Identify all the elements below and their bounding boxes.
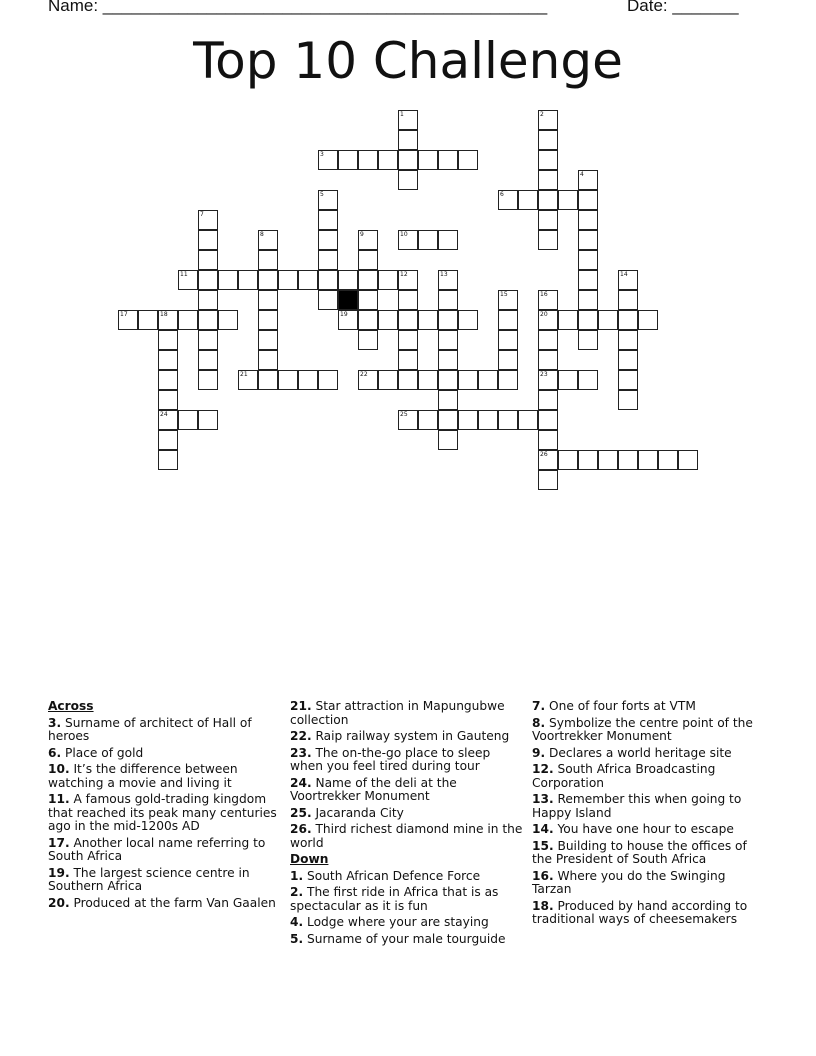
- crossword-cell[interactable]: [318, 250, 338, 270]
- clue-item: [290, 933, 526, 947]
- crossword-cell[interactable]: [538, 470, 558, 490]
- crossword-cell[interactable]: [538, 110, 558, 130]
- crossword-cell[interactable]: [258, 310, 278, 330]
- clue-number-label: 5.: [290, 931, 304, 946]
- clue-number: 22: [360, 371, 368, 378]
- clues-column-1: [48, 700, 284, 913]
- crossword-cell[interactable]: [158, 430, 178, 450]
- crossword-cell[interactable]: [438, 330, 458, 350]
- crossword-cell[interactable]: [398, 230, 418, 250]
- crossword-cell[interactable]: [578, 450, 598, 470]
- crossword-cell[interactable]: [498, 330, 518, 350]
- clues-column-3: [532, 700, 768, 930]
- clue-number-label: 14.: [532, 822, 554, 836]
- clue-number: 15: [500, 291, 508, 298]
- clue-number-label: 19.: [48, 865, 70, 880]
- crossword-cell[interactable]: [158, 370, 178, 390]
- clue-number: 23: [540, 371, 548, 378]
- crossword-cell[interactable]: [538, 410, 558, 430]
- clue-item: [48, 793, 284, 834]
- crossword-cell[interactable]: [338, 150, 358, 170]
- crossword-cell[interactable]: [258, 370, 278, 390]
- clue-number-label: 16.: [532, 868, 554, 883]
- crossword-cell[interactable]: [538, 210, 558, 230]
- clue-item: [290, 807, 526, 821]
- clue-number-label: 8.: [532, 715, 546, 730]
- clue-number: 14: [620, 271, 628, 278]
- crossword-cell[interactable]: [378, 310, 398, 330]
- crossword-cell[interactable]: [318, 190, 338, 210]
- clue-number: 11: [180, 271, 188, 278]
- clue-text: Star attraction in Mapungubwe collection: [290, 699, 505, 727]
- crossword-cell[interactable]: [678, 450, 698, 470]
- clue-number: 17: [120, 311, 128, 318]
- crossword-cell[interactable]: [438, 350, 458, 370]
- crossword-cell[interactable]: [398, 370, 418, 390]
- crossword-cell[interactable]: [538, 150, 558, 170]
- clue-text: The first ride in Africa that is as spectacular as it is fun: [290, 885, 499, 913]
- clue-item: [290, 823, 526, 850]
- crossword-cell[interactable]: [418, 370, 438, 390]
- crossword-cell[interactable]: [158, 330, 178, 350]
- crossword-cell[interactable]: [398, 290, 418, 310]
- crossword-cell[interactable]: [618, 310, 638, 330]
- crossword-cell[interactable]: [178, 310, 198, 330]
- crossword-cell[interactable]: [618, 270, 638, 290]
- clue-number: 13: [440, 271, 448, 278]
- clue-number: 5: [320, 191, 324, 198]
- crossword-cell[interactable]: [398, 150, 418, 170]
- crossword-cell[interactable]: [178, 270, 198, 290]
- clue-number-label: 21.: [290, 699, 312, 713]
- crossword-cell[interactable]: [358, 230, 378, 250]
- clue-text: Third richest diamond mine in the world: [290, 822, 523, 850]
- clue-number: 26: [540, 451, 548, 458]
- clue-text: Produced by hand according to traditional ways of cheesemakers: [532, 898, 748, 926]
- crossword-cell[interactable]: [318, 230, 338, 250]
- crossword-cell[interactable]: [438, 390, 458, 410]
- crossword-cell[interactable]: [418, 150, 438, 170]
- clue-number: 6: [500, 191, 504, 198]
- crossword-cell[interactable]: [458, 410, 478, 430]
- crossword-cell[interactable]: [198, 270, 218, 290]
- clue-item: [48, 717, 284, 744]
- crossword-cell[interactable]: [358, 310, 378, 330]
- crossword-cell[interactable]: [238, 370, 258, 390]
- clue-number: 20: [540, 311, 548, 318]
- crossword-cell[interactable]: [258, 250, 278, 270]
- crossword-cell[interactable]: [638, 450, 658, 470]
- crossword-cell[interactable]: [558, 310, 578, 330]
- crossword-cell[interactable]: [478, 370, 498, 390]
- crossword-cell[interactable]: [418, 310, 438, 330]
- crossword-cell[interactable]: [298, 270, 318, 290]
- crossword-cell[interactable]: [578, 310, 598, 330]
- crossword-cell[interactable]: [438, 290, 458, 310]
- clue-text: Place of gold: [61, 745, 144, 760]
- clue-item: [532, 700, 768, 714]
- crossword-cell[interactable]: [578, 370, 598, 390]
- clue-item: [290, 700, 526, 727]
- crossword-cell[interactable]: [538, 310, 558, 330]
- clue-number: 10: [400, 231, 408, 238]
- clue-item: [290, 886, 526, 913]
- crossword-cell[interactable]: [318, 210, 338, 230]
- crossword-cell[interactable]: [558, 450, 578, 470]
- crossword-cell[interactable]: [298, 370, 318, 390]
- crossword-block: [338, 290, 358, 310]
- clue-text: Produced at the farm Van Gaalen: [69, 895, 276, 910]
- clue-text: Where you do the Swinging Tarzan: [532, 868, 726, 896]
- clue-item: [532, 763, 768, 790]
- crossword-cell[interactable]: [538, 130, 558, 150]
- crossword-cell[interactable]: [278, 370, 298, 390]
- crossword-cell[interactable]: [498, 310, 518, 330]
- clue-number-label: 11.: [48, 792, 70, 806]
- crossword-cell[interactable]: [438, 370, 458, 390]
- crossword-cell[interactable]: [638, 310, 658, 330]
- crossword-cell[interactable]: [178, 410, 198, 430]
- crossword-cell[interactable]: [578, 210, 598, 230]
- crossword-cell[interactable]: [138, 310, 158, 330]
- clue-text: Another local name referring to South Africa: [48, 835, 266, 863]
- clue-text: The on-the-go place to sleep when you feel tired during tour: [290, 745, 491, 773]
- clue-number-label: 4.: [290, 915, 304, 929]
- crossword-cell[interactable]: [398, 330, 418, 350]
- clue-text: Jacaranda City: [311, 805, 404, 820]
- clue-item: [290, 870, 526, 884]
- clue-item: [532, 793, 768, 820]
- crossword-cell[interactable]: [358, 150, 378, 170]
- clue-text: A famous gold-trading kingdom that reached its peak many centuries ago in the mid-1200s AD: [48, 792, 277, 833]
- crossword-cell[interactable]: [238, 270, 258, 290]
- crossword-cell[interactable]: [458, 310, 478, 330]
- crossword-cell[interactable]: [558, 190, 578, 210]
- crossword-cell[interactable]: [158, 350, 178, 370]
- crossword-cell[interactable]: [318, 150, 338, 170]
- crossword-cell[interactable]: [218, 270, 238, 290]
- crossword-cell[interactable]: [378, 270, 398, 290]
- clue-item: [532, 900, 768, 927]
- crossword-cell[interactable]: [598, 310, 618, 330]
- date-field-label[interactable]: Date: _______: [627, 0, 739, 15]
- crossword-cell[interactable]: [498, 410, 518, 430]
- crossword-cell[interactable]: [558, 370, 578, 390]
- crossword-cell[interactable]: [158, 410, 178, 430]
- crossword-cell[interactable]: [198, 310, 218, 330]
- clue-item: [48, 837, 284, 864]
- clue-number-label: 15.: [532, 838, 554, 853]
- clue-item: [48, 897, 284, 911]
- crossword-cell[interactable]: [258, 270, 278, 290]
- crossword-cell[interactable]: [538, 350, 558, 370]
- crossword-cell[interactable]: [438, 270, 458, 290]
- clue-text: Surname of architect of Hall of heroes: [48, 715, 252, 743]
- crossword-cell[interactable]: [498, 290, 518, 310]
- crossword-cell[interactable]: [118, 310, 138, 330]
- crossword-cell[interactable]: [358, 330, 378, 350]
- crossword-cell[interactable]: [318, 370, 338, 390]
- crossword-cell[interactable]: [258, 330, 278, 350]
- crossword-cell[interactable]: [438, 410, 458, 430]
- crossword-cell[interactable]: [578, 170, 598, 190]
- clue-number: 3: [320, 151, 324, 158]
- clue-number-label: 12.: [532, 762, 554, 776]
- across-heading: Across: [48, 699, 94, 713]
- clue-number-label: 18.: [532, 898, 554, 913]
- clue-number-label: 1.: [290, 868, 304, 883]
- clue-number-label: 2.: [290, 885, 304, 899]
- clue-text: South Africa Broadcasting Corporation: [532, 762, 716, 790]
- crossword-cell[interactable]: [438, 230, 458, 250]
- clue-number: 9: [360, 231, 364, 238]
- crossword-cell[interactable]: [438, 430, 458, 450]
- crossword-cell[interactable]: [538, 190, 558, 210]
- clue-number-label: 17.: [48, 835, 70, 850]
- clue-item: [290, 916, 526, 930]
- crossword-cell[interactable]: [618, 450, 638, 470]
- crossword-cell[interactable]: [398, 130, 418, 150]
- clue-number: 8: [260, 231, 264, 238]
- clue-item: [290, 730, 526, 744]
- clues-column-2: [290, 700, 526, 949]
- crossword-cell[interactable]: [578, 230, 598, 250]
- crossword-cell[interactable]: [418, 230, 438, 250]
- crossword-cell[interactable]: [438, 310, 458, 330]
- clue-text: Remember this when going to Happy Island: [532, 792, 742, 820]
- clue-number-label: 22.: [290, 729, 312, 743]
- clue-number-label: 10.: [48, 762, 70, 776]
- crossword-cell[interactable]: [398, 350, 418, 370]
- clue-item: [532, 823, 768, 837]
- crossword-cell[interactable]: [198, 330, 218, 350]
- crossword-cell[interactable]: [198, 210, 218, 230]
- crossword-cell[interactable]: [158, 390, 178, 410]
- crossword-cell[interactable]: [498, 370, 518, 390]
- crossword-cell[interactable]: [538, 390, 558, 410]
- clue-number-label: 23.: [290, 745, 312, 760]
- crossword-cell[interactable]: [618, 390, 638, 410]
- clue-number: 16: [540, 291, 548, 298]
- crossword-cell[interactable]: [498, 190, 518, 210]
- crossword-cell[interactable]: [418, 410, 438, 430]
- crossword-cell[interactable]: [438, 150, 458, 170]
- crossword-cell[interactable]: [358, 290, 378, 310]
- crossword-cell[interactable]: [538, 370, 558, 390]
- crossword-cell[interactable]: [618, 350, 638, 370]
- clue-item: [290, 747, 526, 774]
- crossword-cell[interactable]: [538, 170, 558, 190]
- clue-number-label: 25.: [290, 805, 312, 820]
- crossword-cell[interactable]: [398, 310, 418, 330]
- crossword-cell[interactable]: [198, 350, 218, 370]
- crossword-cell[interactable]: [218, 310, 238, 330]
- crossword-cell[interactable]: [478, 410, 498, 430]
- down-heading: Down: [290, 852, 329, 866]
- crossword-cell[interactable]: [538, 230, 558, 250]
- crossword-cell[interactable]: [318, 290, 338, 310]
- crossword-cell[interactable]: [378, 370, 398, 390]
- clue-text: Lodge where your are staying: [303, 915, 489, 929]
- clue-number-label: 13.: [532, 792, 554, 806]
- crossword-cell[interactable]: [198, 410, 218, 430]
- clue-text: You have one hour to escape: [553, 822, 734, 836]
- clue-text: Symbolize the centre point of the Voortrekker Monument: [532, 715, 753, 743]
- name-field-label[interactable]: Name: _______________________________________________: [48, 0, 548, 15]
- clue-number: 1: [400, 111, 404, 118]
- crossword-cell[interactable]: [358, 250, 378, 270]
- crossword-cell[interactable]: [258, 290, 278, 310]
- clue-number: 7: [200, 211, 204, 218]
- crossword-cell[interactable]: [398, 410, 418, 430]
- clue-number-label: 9.: [532, 745, 546, 760]
- clue-number-label: 20.: [48, 895, 70, 910]
- clue-number: 4: [580, 171, 584, 178]
- clue-text: The largest science centre in Southern Africa: [48, 865, 250, 893]
- clue-item: [48, 763, 284, 790]
- crossword-cell[interactable]: [538, 290, 558, 310]
- clue-number: 2: [540, 111, 544, 118]
- crossword-cell[interactable]: [278, 270, 298, 290]
- crossword-cell[interactable]: [358, 370, 378, 390]
- crossword-cell[interactable]: [578, 250, 598, 270]
- crossword-cell[interactable]: [618, 330, 638, 350]
- crossword-cell[interactable]: [578, 330, 598, 350]
- crossword-cell[interactable]: [378, 150, 398, 170]
- crossword-cell[interactable]: [658, 450, 678, 470]
- crossword-cell[interactable]: [158, 310, 178, 330]
- clue-number-label: 7.: [532, 699, 546, 713]
- crossword-cell[interactable]: [398, 170, 418, 190]
- crossword-cell[interactable]: [258, 350, 278, 370]
- page-title: Top 10 Challenge: [193, 32, 623, 90]
- crossword-cell[interactable]: [198, 290, 218, 310]
- crossword-cell[interactable]: [198, 370, 218, 390]
- crossword-cell[interactable]: [198, 230, 218, 250]
- clue-number-label: 24.: [290, 775, 312, 790]
- clue-text: It’s the difference between watching a movie and living it: [48, 762, 238, 790]
- clue-item: [532, 870, 768, 897]
- crossword-cell[interactable]: [198, 250, 218, 270]
- clue-text: Name of the deli at the Voortrekker Monument: [290, 775, 457, 803]
- crossword-cell[interactable]: [578, 290, 598, 310]
- clue-number-label: 26.: [290, 822, 312, 836]
- crossword-cell[interactable]: [338, 310, 358, 330]
- crossword-cell[interactable]: [598, 450, 618, 470]
- crossword-cell[interactable]: [538, 330, 558, 350]
- clue-text: Raip railway system in Gauteng: [311, 729, 510, 743]
- crossword-cell[interactable]: [578, 190, 598, 210]
- clue-item: [48, 867, 284, 894]
- clue-number-label: 3.: [48, 715, 62, 730]
- clue-text: South African Defence Force: [303, 868, 481, 883]
- clue-item: [532, 840, 768, 867]
- clue-number: 24: [160, 411, 168, 418]
- crossword-cell[interactable]: [398, 270, 418, 290]
- crossword-cell[interactable]: [518, 410, 538, 430]
- clue-text: One of four forts at VTM: [545, 699, 696, 713]
- crossword-cell[interactable]: [618, 290, 638, 310]
- clue-item: [290, 777, 526, 804]
- clue-number: 25: [400, 411, 408, 418]
- crossword-cell[interactable]: [458, 150, 478, 170]
- crossword-cell[interactable]: [618, 370, 638, 390]
- clue-text: Declares a world heritage site: [545, 745, 732, 760]
- crossword-cell[interactable]: [338, 270, 358, 290]
- clue-text: Surname of your male tourguide: [303, 931, 506, 946]
- clue-number: 18: [160, 311, 168, 318]
- crossword-cell[interactable]: [318, 270, 338, 290]
- crossword-cell[interactable]: [498, 350, 518, 370]
- crossword-cell[interactable]: [518, 190, 538, 210]
- clue-number: 12: [400, 271, 408, 278]
- crossword-cell[interactable]: [458, 370, 478, 390]
- crossword-cell[interactable]: [398, 110, 418, 130]
- clue-item: [532, 717, 768, 744]
- clue-item: [48, 747, 284, 761]
- crossword-cell[interactable]: [538, 430, 558, 450]
- crossword-cell[interactable]: [538, 450, 558, 470]
- clue-number: 19: [340, 311, 348, 318]
- crossword-cell[interactable]: [578, 270, 598, 290]
- clue-number: 21: [240, 371, 248, 378]
- crossword-cell[interactable]: [358, 270, 378, 290]
- crossword-cell[interactable]: [158, 450, 178, 470]
- clue-item: [532, 747, 768, 761]
- clue-text: Building to house the offices of the President of South Africa: [532, 838, 747, 866]
- crossword-cell[interactable]: [258, 230, 278, 250]
- clue-number-label: 6.: [48, 745, 62, 760]
